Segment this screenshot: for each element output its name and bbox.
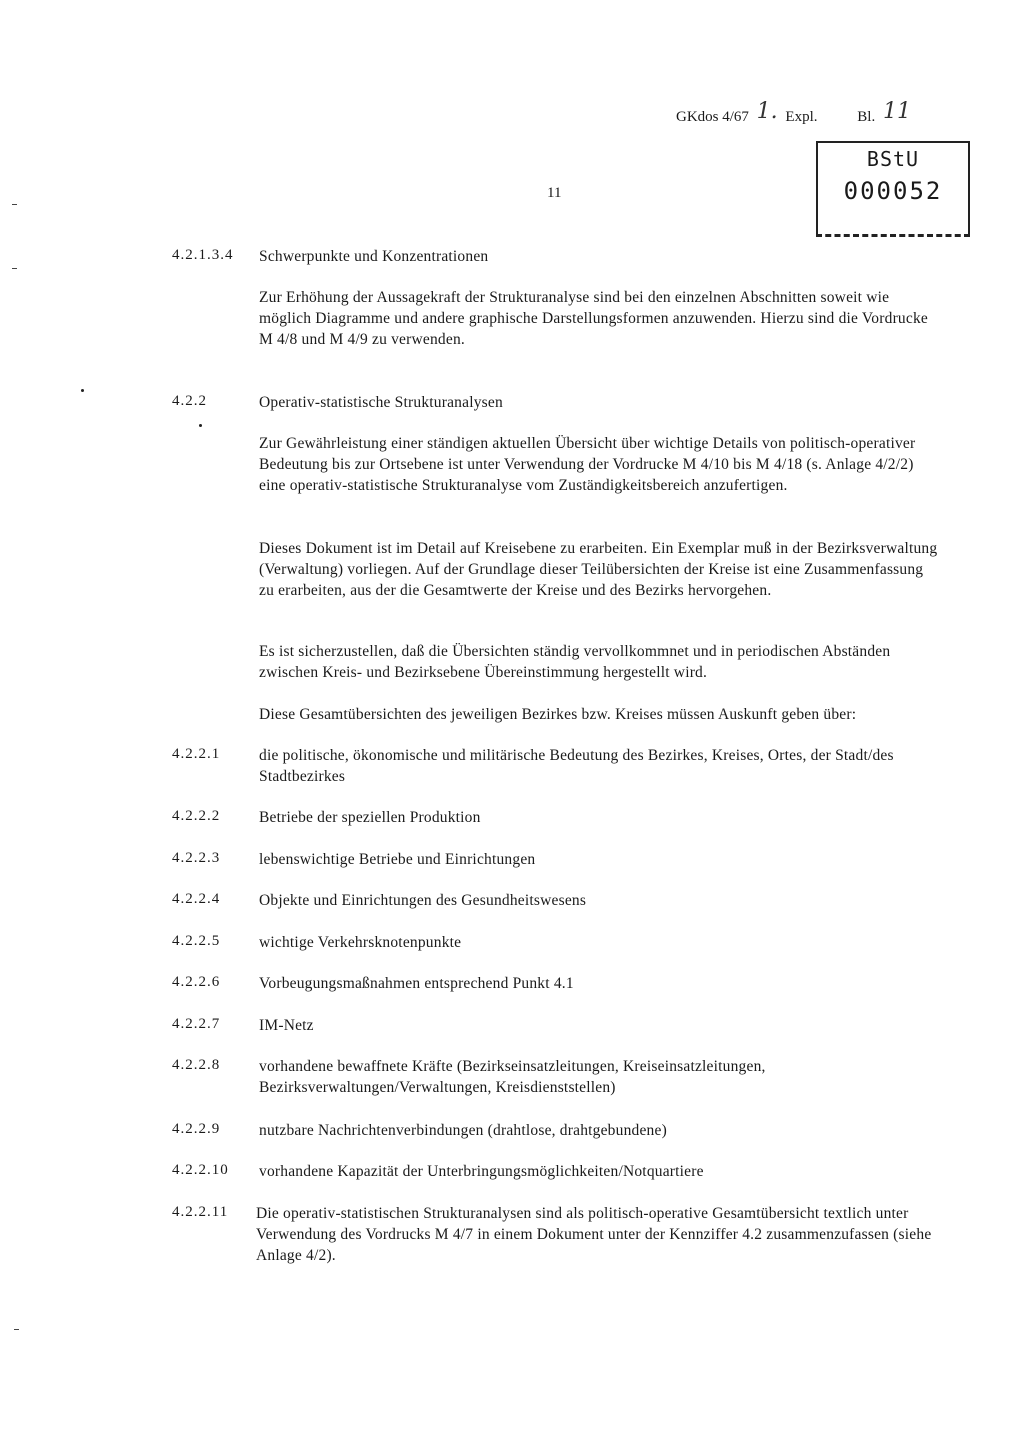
paragraph: Es ist sicherzustellen, daß die Übersichten ständig vervollkommnet und in periodischen Abständen zwischen Kreis- und Bezirksebene Übereinstimmung hergestellt wird. xyxy=(259,643,891,681)
margin-mark xyxy=(14,1329,19,1330)
list-item-number: 4.2.2.3 xyxy=(172,850,221,866)
list-item-number: 4.2.2.7 xyxy=(172,1016,221,1032)
list-item-text: wichtige Verkehrsknotenpunkte xyxy=(259,934,462,951)
list-item-text: die politische, ökonomische und militärische Bedeutung des Bezirkes, Kreises, Ortes, der Stadt/des Stadtbezirkes xyxy=(259,747,894,785)
page-number: 11 xyxy=(547,185,562,201)
handwritten-sheet-number: 11 xyxy=(882,99,911,124)
list-item-text: Objekte und Einrichtungen des Gesundheitswesens xyxy=(259,892,587,909)
list-item-text: Betriebe der speziellen Produktion xyxy=(259,809,481,826)
handwritten-copy-number: 1. xyxy=(756,99,778,124)
list-item-text: nutzbare Nachrichtenverbindungen (drahtlose, drahtgebundene) xyxy=(259,1122,667,1139)
list-item-number: 4.2.2.8 xyxy=(172,1057,221,1073)
list-item-number: 4.2.2.5 xyxy=(172,933,221,949)
list-item-text: IM-Netz xyxy=(259,1017,314,1034)
stamp-agency: BStU xyxy=(866,147,920,171)
list-item-text: vorhandene Kapazität der Unterbringungsmöglichkeiten/Notquartiere xyxy=(259,1163,704,1180)
sheet-label: Bl. xyxy=(857,109,876,125)
margin-mark xyxy=(12,204,17,205)
scan-speck xyxy=(81,389,84,392)
list-item-number: 4.2.2.11 xyxy=(172,1204,229,1220)
section-number: 4.2.2 xyxy=(172,393,207,409)
list-item-number: 4.2.2.4 xyxy=(172,891,221,907)
margin-mark xyxy=(12,268,17,269)
stamp-number: 000052 xyxy=(843,177,943,205)
bullet-mark xyxy=(199,424,202,427)
document-reference xyxy=(676,99,915,127)
archive-stamp xyxy=(816,141,970,237)
expl-label: Expl. xyxy=(785,109,818,125)
list-item-text: Vorbeugungsmaßnahmen entsprechend Punkt 4.1 xyxy=(259,975,574,992)
list-item-number: 4.2.2.2 xyxy=(172,808,221,824)
list-item-number: 4.2.2.1 xyxy=(172,746,221,762)
list-item-text: vorhandene bewaffnete Kräfte (Bezirkseinsatzleitungen, Kreiseinsatzleitungen, Bezirksverwaltungen/Verwaltungen, Kreisdienststellen) xyxy=(259,1058,766,1096)
paragraph: Dieses Dokument ist im Detail auf Kreisebene zu erarbeiten. Ein Exemplar muß in der Bezirksverwaltung (Verwaltung) vorliegen. Auf der Grundlage dieser Teilübersichten der Kreise ist eine Zusammenfassung zu erarbeiten, aus der die Gesamtwerte der Kreise und des Bezirks hervorgehen. xyxy=(259,540,938,599)
paragraph: Diese Gesamtübersichten des jeweiligen Bezirkes bzw. Kreises müssen Auskunft geben über: xyxy=(259,706,857,723)
classification-ref: GKdos 4/67 xyxy=(676,109,749,125)
list-item-number: 4.2.2.10 xyxy=(172,1162,229,1178)
list-item-text: lebenswichtige Betriebe und Einrichtungen xyxy=(259,851,536,868)
paragraph: Zur Gewährleistung einer ständigen aktuellen Übersicht über wichtige Details von politisch-operativer Bedeutung bis zur Ortsebene ist unter Verwendung der Vordrucke M 4/10 bis M 4/18 (s. Anlage 4/2/2) eine operativ-statistische Strukturanalyse vom Zuständigkeitsbereich anzufertigen. xyxy=(259,435,916,494)
section-number: 4.2.1.3.4 xyxy=(172,247,234,263)
list-item-number: 4.2.2.6 xyxy=(172,974,221,990)
section-heading: Schwerpunkte und Konzentrationen xyxy=(259,248,489,265)
paragraph: Zur Erhöhung der Aussagekraft der Strukturanalyse sind bei den einzelnen Abschnitten soweit wie möglich Diagramme und andere graphische Darstellungsformen anzuwenden. Hierzu sind die Vordrucke M 4/8 und M 4/9 zu verwenden. xyxy=(259,289,928,348)
section-heading: Operativ-statistische Strukturanalysen xyxy=(259,394,503,411)
list-item-text: Die operativ-statistischen Strukturanalysen sind als politisch-operative Gesamtübersicht textlich unter Verwendung des Vordrucks M 4/7 in einem Dokument unter der Kennziffer 4.2 zusammenzufassen (siehe Anlage 4/2). xyxy=(256,1205,932,1264)
list-item-number: 4.2.2.9 xyxy=(172,1121,221,1137)
